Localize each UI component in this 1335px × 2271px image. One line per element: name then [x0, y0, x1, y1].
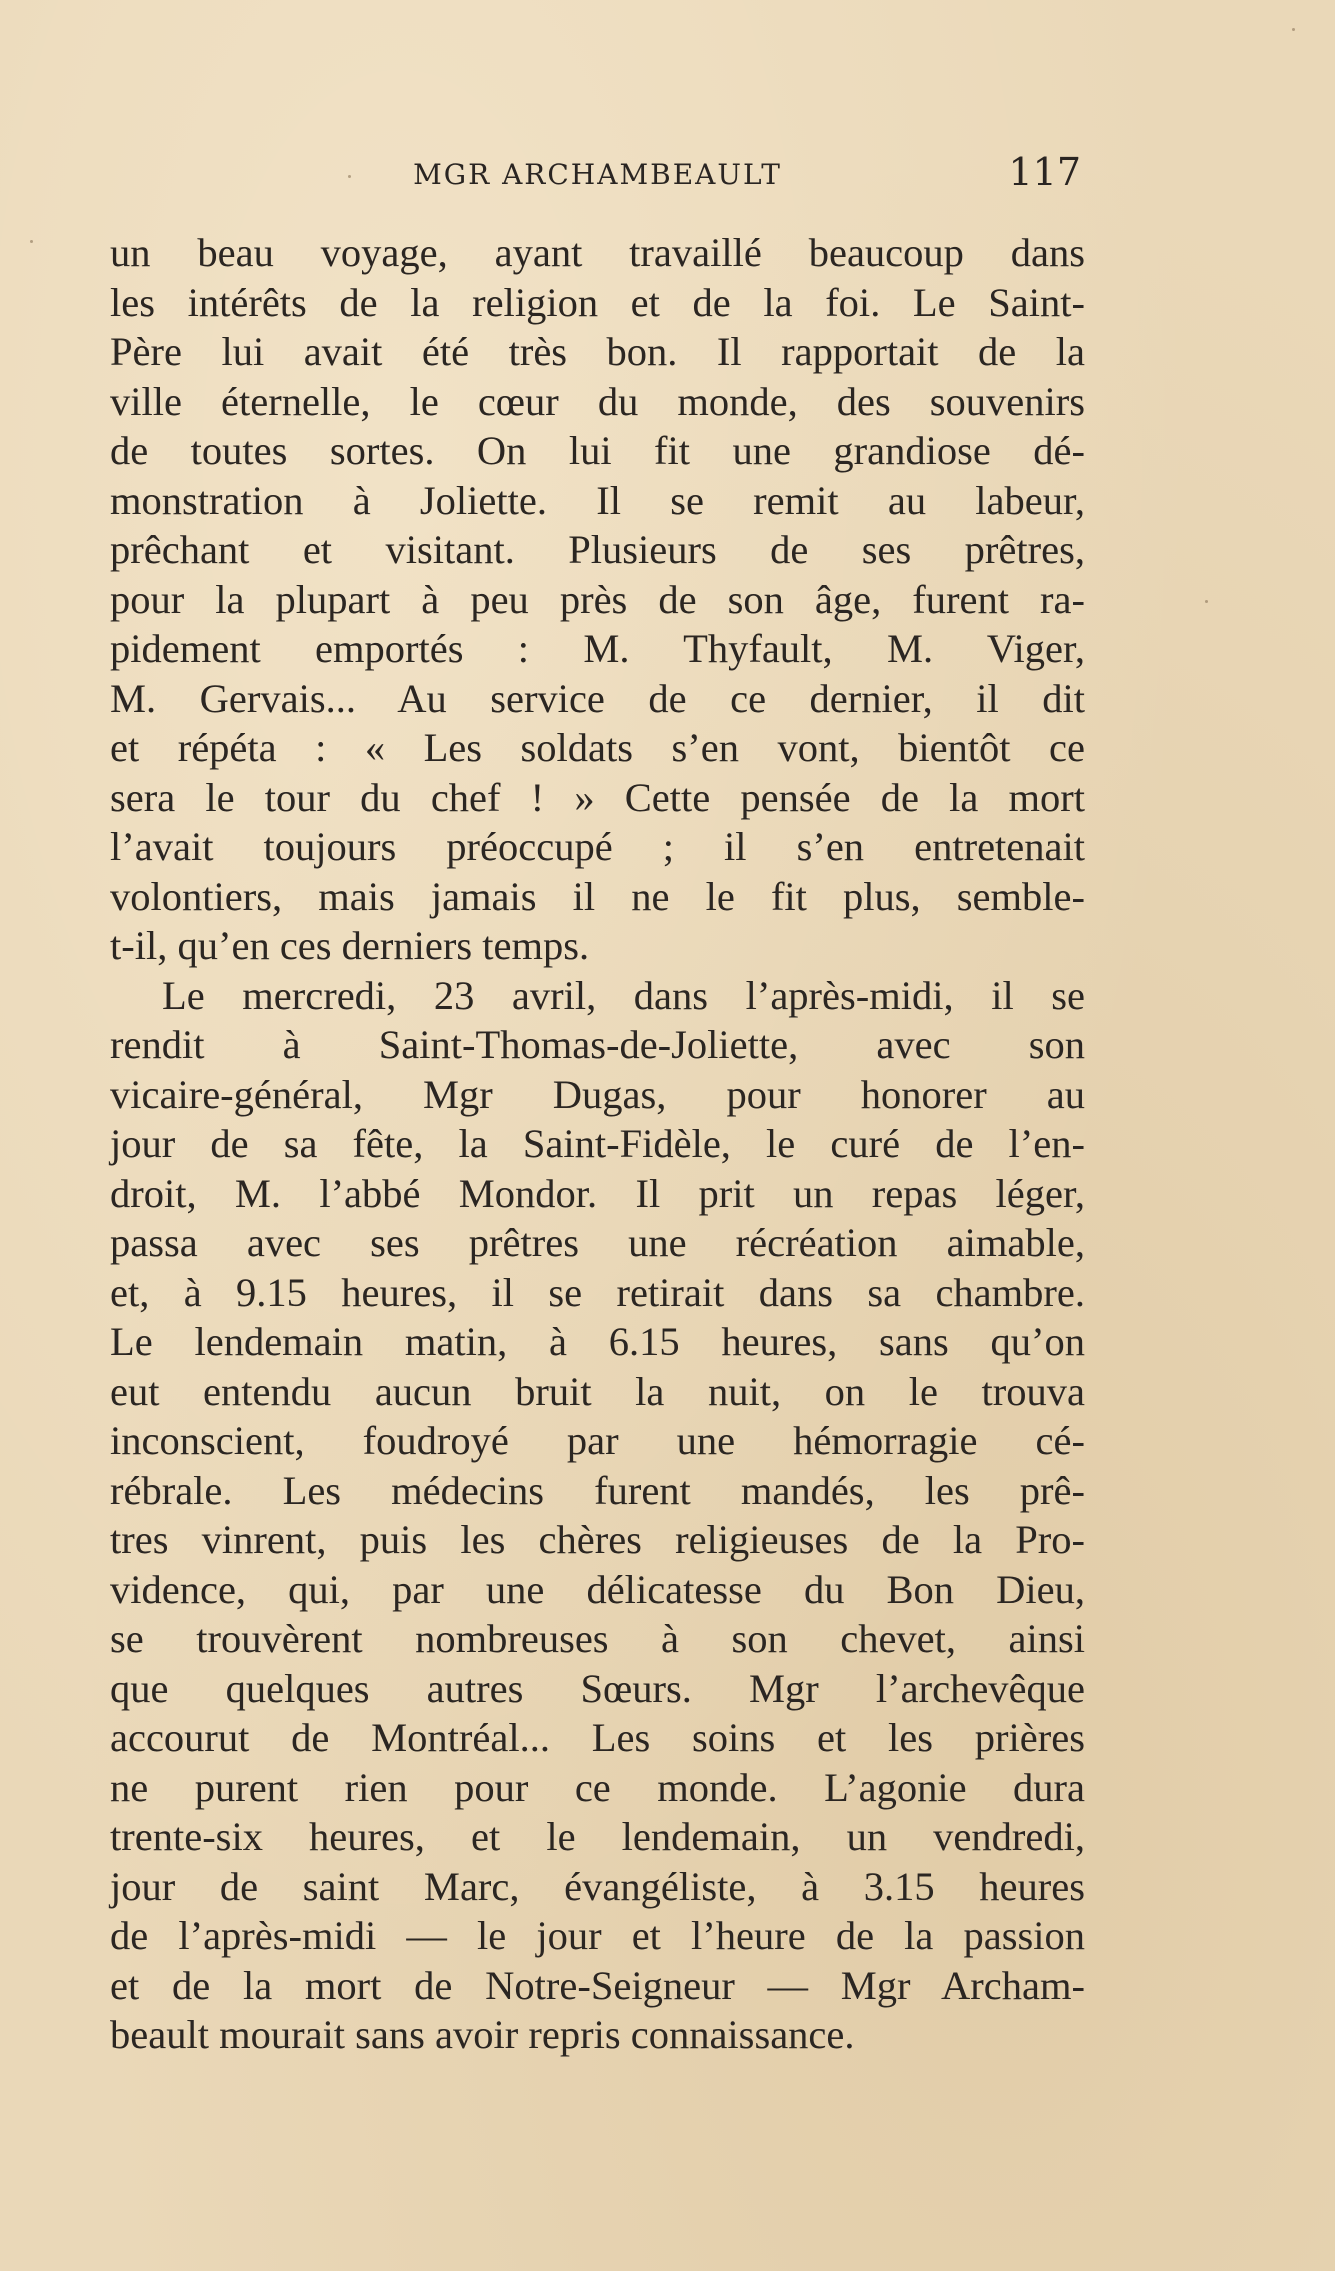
text-line: se trouvèrent nombreuses à son chevet, ainsi	[110, 1616, 1085, 1661]
text-line: passa avec ses prêtres une récréation aimable,	[110, 1220, 1085, 1265]
text-line: rendit à Saint-Thomas-de-Joliette, avec son	[110, 1022, 1085, 1067]
text-line: sera le tour du chef ! » Cette pensée de la mort	[110, 774, 1085, 820]
text-line: droit, M. l’abbé Mondor. Il prit un repas léger,	[110, 1170, 1085, 1216]
text-line: et de la mort de Notre-Seigneur — Mgr Archam-	[110, 1962, 1085, 2008]
text-line: Père lui avait été très bon. Il rapportait de la	[110, 329, 1085, 374]
text-line: de toutes sortes. On lui fit une grandiose dé-	[110, 428, 1085, 473]
text-line: Le mercredi, 23 avril, dans l’après-midi, il se	[162, 972, 1085, 1018]
text-line: ne purent rien pour ce monde. L’agonie dura	[110, 1764, 1085, 1810]
text-line: beault mourait sans avoir repris connaissance.	[110, 2012, 855, 2057]
text-line: inconscient, foudroyé par une hémorragie cé-	[110, 1418, 1085, 1463]
text-line: et, à 9.15 heures, il se retirait dans sa chambre.	[110, 1269, 1085, 1315]
text-line: t-il, qu’en ces derniers temps.	[110, 923, 590, 968]
text-line: l’avait toujours préoccupé ; il s’en entretenait	[110, 824, 1085, 869]
text-line: eut entendu aucun bruit la nuit, on le trouva	[110, 1368, 1085, 1414]
text-line: de l’après-midi — le jour et l’heure de la passion	[110, 1913, 1085, 1958]
page-number: 117	[1008, 150, 1081, 194]
text-line: pidement emportés : M. Thyfault, M. Viger,	[110, 626, 1085, 671]
text-line: jour de sa fête, la Saint-Fidèle, le curé de l’en-	[110, 1121, 1085, 1166]
text-line: et répéta : « Les soldats s’en vont, bientôt ce	[110, 725, 1085, 770]
text-line: vicaire-général, Mgr Dugas, pour honorer au	[110, 1071, 1085, 1117]
body-text	[110, 228, 1085, 2060]
text-line: rébrale. Les médecins furent mandés, les prê-	[110, 1467, 1085, 1513]
text-line: Le lendemain matin, à 6.15 heures, sans qu’on	[110, 1319, 1085, 1364]
text-line: tres vinrent, puis les chères religieuses de la Pro-	[110, 1517, 1085, 1562]
text-line: vidence, qui, par une délicatesse du Bon Dieu,	[110, 1566, 1085, 1612]
text-line: ville éternelle, le cœur du monde, des souvenirs	[110, 378, 1085, 424]
text-line: trente-six heures, et le lendemain, un vendredi,	[110, 1814, 1085, 1859]
running-title: MGR ARCHAMBEAULT	[413, 158, 782, 191]
paper-speck	[1292, 28, 1295, 31]
text-line: un beau voyage, ayant travaillé beaucoup dans	[110, 230, 1085, 275]
text-line: les intérêts de la religion et de la foi. Le Saint-	[110, 279, 1085, 325]
text-line: M. Gervais... Au service de ce dernier, il dit	[110, 675, 1085, 721]
paper-speck	[30, 240, 33, 243]
text-line: que quelques autres Sœurs. Mgr l’archevêque	[110, 1665, 1085, 1711]
text-line: pour la plupart à peu près de son âge, furent ra-	[110, 576, 1085, 622]
text-line: accourut de Montréal... Les soins et les prières	[110, 1715, 1085, 1760]
paper-speck	[1205, 600, 1208, 603]
running-head	[110, 150, 1085, 200]
text-line: volontiers, mais jamais il ne le fit plus, semble-	[110, 873, 1085, 919]
text-line: prêchant et visitant. Plusieurs de ses prêtres,	[110, 527, 1085, 572]
paper-speck	[348, 175, 351, 178]
text-line: jour de saint Marc, évangéliste, à 3.15 heures	[110, 1863, 1085, 1909]
text-line: monstration à Joliette. Il se remit au labeur,	[110, 477, 1085, 523]
